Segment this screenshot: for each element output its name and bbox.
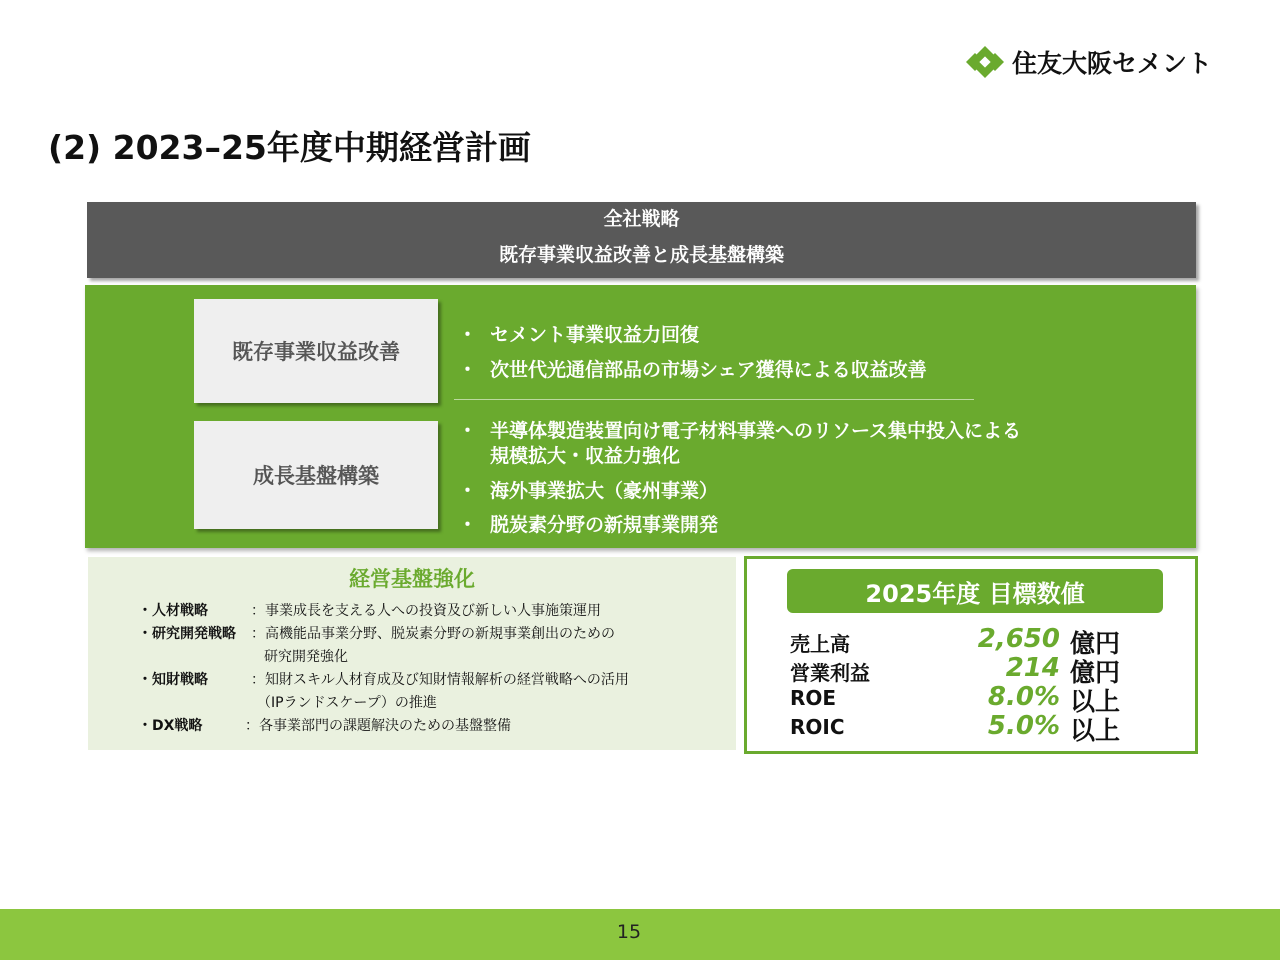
pillar-growth-foundation: 成長基盤構築 [194, 421, 438, 529]
panel-divider [454, 399, 974, 400]
bullet-item: ・ 脱炭素分野の新規事業開発 [458, 514, 719, 536]
page-title: (2) 2023–25年度中期経営計画 [48, 128, 531, 167]
page-number: 15 [616, 921, 642, 943]
bullet-item-continuation: 規模拡大・収益力強化 [490, 445, 681, 467]
foundation-item-rnd-text: ：高機能品事業分野、脱炭素分野の新規事業創出のための [251, 626, 615, 642]
foundation-item-hr: ・人材戦略 [138, 603, 208, 619]
foundation-item-ip-text-cont: （IPランドスケープ）の推進 [257, 695, 437, 711]
foundation-item-rnd-text-cont: 研究開発強化 [264, 649, 348, 665]
company-logo [966, 44, 1212, 80]
bullet-item: ・ セメント事業収益力回復 [458, 324, 700, 346]
foundation-item-rnd: ・研究開発戦略 [138, 626, 236, 642]
logo-text: 住友大阪セメント [1012, 49, 1213, 78]
foundation-item-ip: ・知財戦略 [138, 672, 208, 688]
foundation-title: 経営基盤強化 [349, 567, 475, 591]
strategy-banner [87, 202, 1196, 278]
bullet-item: ・ 半導体製造装置向け電子材料事業へのリソース集中投入による [458, 420, 1022, 442]
foundation-item-dx-text: ：各事業部門の課題解決のための基盤整備 [245, 718, 511, 734]
targets-title: 2025年度 目標数値 [787, 569, 1163, 613]
target-row-sales: 売上高 2,650 億円 [790, 624, 1121, 658]
foundation-item-hr-text: ：事業成長を支える人への投資及び新しい人事施策運用 [251, 603, 601, 619]
target-row-roic: ROIC 5.0% 以上 [790, 711, 1121, 745]
pillar-existing-business: 既存事業収益改善 [194, 299, 438, 403]
bullet-item: ・ 海外事業拡大（豪州事業） [458, 480, 719, 502]
bullet-item: ・ 次世代光通信部品の市場シェア獲得による収益改善 [458, 359, 927, 381]
foundation-item-ip-text: ：知財スキル人材育成及び知財情報解析の経営戦略への活用 [251, 672, 629, 688]
target-row-roe: ROE 8.0% 以上 [790, 682, 1121, 716]
foundation-item-dx: ・DX戦略 [138, 718, 203, 734]
strategy-heading: 全社戦略 [603, 208, 680, 230]
strategy-statement: 既存事業収益改善と成長基盤構築 [498, 244, 784, 266]
logo-mark-icon [966, 44, 1004, 80]
target-row-operating-profit: 営業利益 214 億円 [790, 653, 1121, 687]
